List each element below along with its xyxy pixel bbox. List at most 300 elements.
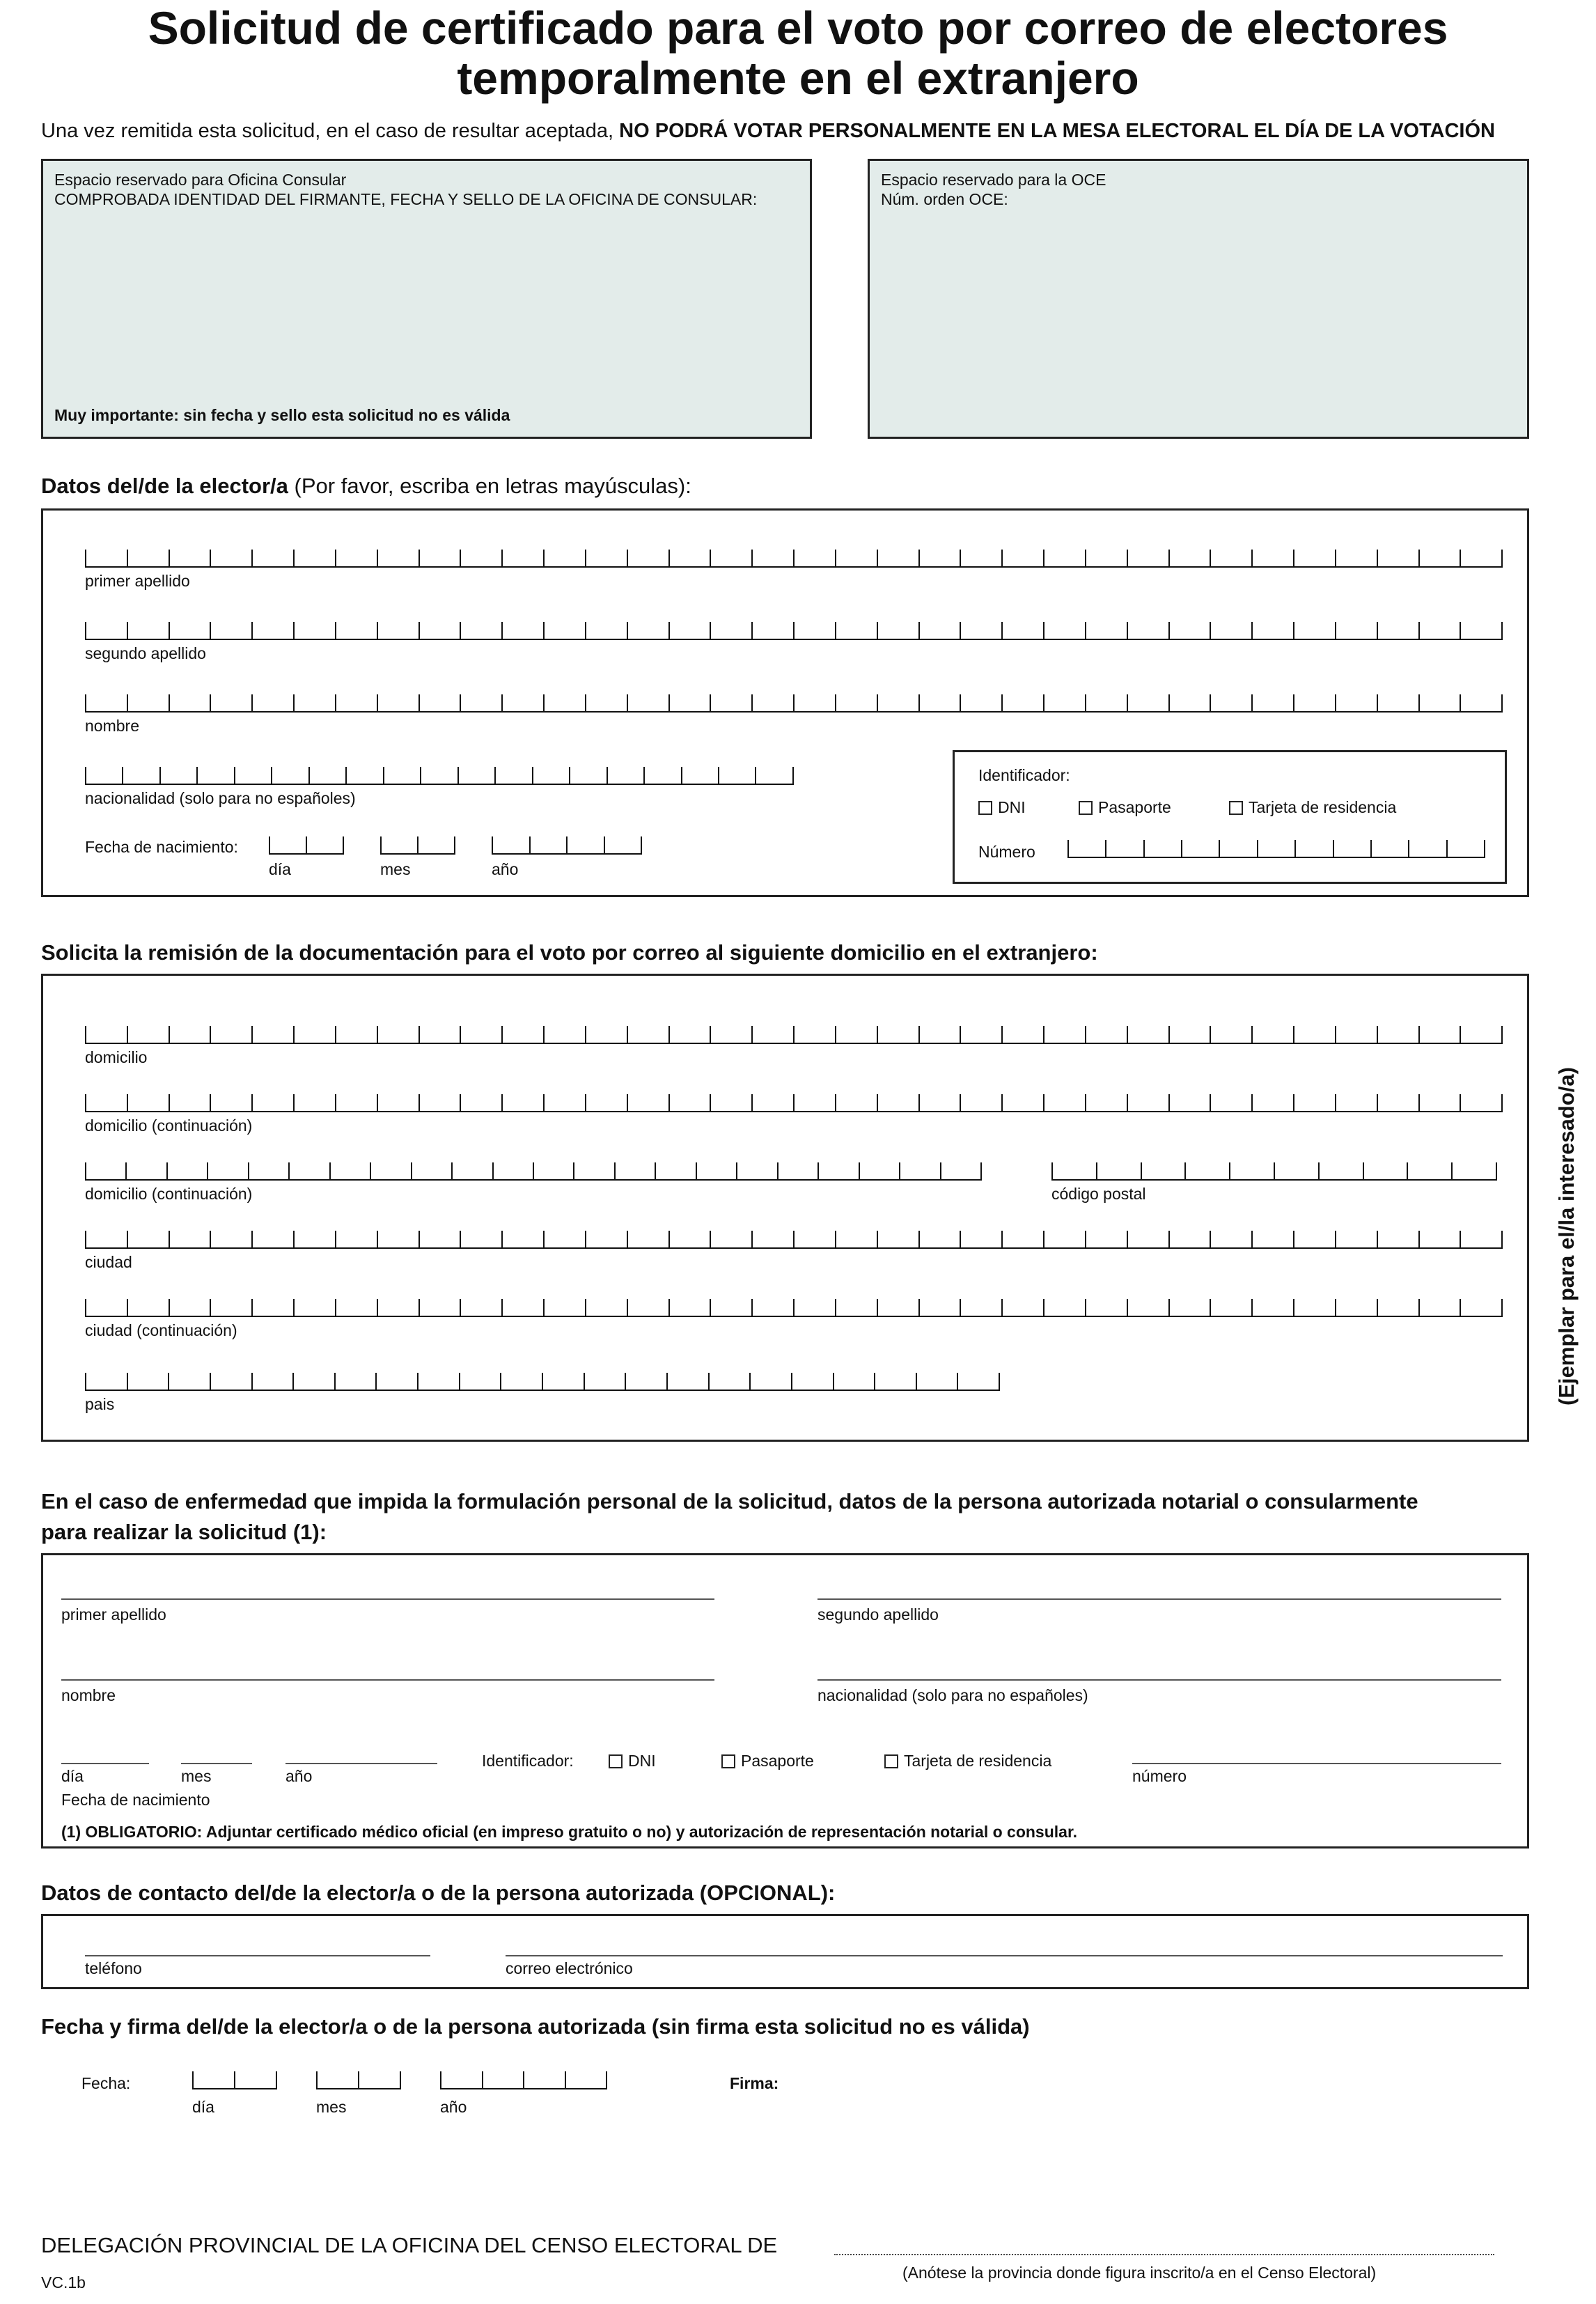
first-surname-label: primer apellido — [85, 572, 190, 590]
auth-id-number-line[interactable] — [1132, 1763, 1501, 1764]
char-cell — [211, 550, 253, 566]
auth-birth-year-line[interactable] — [285, 1763, 437, 1764]
char-cell — [1003, 550, 1045, 566]
consular-reserved-box — [41, 159, 812, 439]
char-cell — [1253, 1299, 1294, 1316]
char-cell — [533, 767, 570, 784]
char-cell — [1170, 694, 1212, 711]
char-cell — [503, 1299, 545, 1316]
char-cell — [211, 622, 253, 639]
char-cell — [1045, 1026, 1086, 1043]
char-cell — [1420, 550, 1462, 566]
char-cell — [1211, 1026, 1253, 1043]
char-cell — [795, 550, 836, 566]
char-cell — [336, 1231, 378, 1247]
char-cell — [378, 550, 420, 566]
char-cell — [900, 1162, 941, 1179]
domicile-cont2-field[interactable] — [85, 1162, 982, 1181]
char-cell — [1461, 1094, 1503, 1111]
auth-birth-day-line[interactable] — [61, 1763, 149, 1764]
char-cell — [253, 1299, 295, 1316]
birth-month-field[interactable] — [380, 836, 455, 855]
country-field[interactable] — [85, 1373, 1000, 1391]
char-cell — [270, 836, 307, 853]
auth-birth-month-line[interactable] — [181, 1763, 252, 1764]
id-number-field[interactable] — [1067, 840, 1485, 858]
char-cell — [1045, 622, 1086, 639]
char-cell — [737, 1162, 778, 1179]
postal-code-field[interactable] — [1051, 1162, 1497, 1181]
char-cell — [1086, 550, 1128, 566]
char-cell — [836, 1094, 878, 1111]
char-cell — [1372, 840, 1409, 857]
char-cell — [295, 622, 336, 639]
char-cell — [586, 550, 628, 566]
char-cell — [711, 1094, 753, 1111]
auth-passport-checkbox[interactable] — [721, 1754, 735, 1768]
char-cell — [545, 1299, 586, 1316]
oce-reserved-box — [868, 159, 1529, 439]
auth-dni-checkbox[interactable] — [609, 1754, 623, 1768]
title-line-2: temporalmente en el extranjero — [457, 52, 1139, 104]
char-cell — [1378, 622, 1420, 639]
char-cell — [253, 1231, 295, 1247]
char-cell — [1170, 1299, 1212, 1316]
char-cell — [756, 767, 793, 784]
phone-line[interactable] — [85, 1955, 430, 1956]
char-cell — [168, 1162, 208, 1179]
char-cell — [211, 1231, 253, 1247]
char-cell — [628, 622, 670, 639]
char-cell — [418, 836, 455, 853]
char-cell — [336, 550, 378, 566]
auth-birth-day-label: día — [61, 1767, 84, 1785]
char-cell — [1045, 1231, 1086, 1247]
city-field[interactable] — [85, 1231, 1503, 1249]
char-cell — [878, 1094, 920, 1111]
char-cell — [795, 1231, 836, 1247]
char-cell — [1420, 1299, 1462, 1316]
auth-residence-card-label: Tarjeta de residencia — [904, 1752, 1052, 1770]
char-cell — [531, 836, 568, 853]
char-cell — [127, 1162, 167, 1179]
char-cell — [543, 1373, 585, 1390]
char-cell — [1170, 1094, 1212, 1111]
char-cell — [779, 1162, 819, 1179]
char-cell — [585, 1373, 627, 1390]
char-cell — [86, 1231, 128, 1247]
char-cell — [1211, 694, 1253, 711]
email-line[interactable] — [506, 1955, 1503, 1956]
char-cell — [836, 694, 878, 711]
char-cell — [836, 1026, 878, 1043]
char-cell — [1003, 1026, 1045, 1043]
identifier-label: Identificador: — [978, 766, 1070, 784]
char-cell — [656, 1162, 696, 1179]
signature-date-label: Fecha: — [81, 2074, 131, 2092]
birth-date-label: Fecha de nacimiento: — [85, 838, 238, 856]
nationality-field[interactable] — [85, 767, 794, 785]
char-cell — [628, 1231, 670, 1247]
char-cell — [1128, 622, 1170, 639]
char-cell — [605, 836, 643, 853]
char-cell — [1128, 694, 1170, 711]
char-cell — [503, 1231, 545, 1247]
signature-day-field[interactable] — [192, 2071, 277, 2089]
char-cell — [1211, 1231, 1253, 1247]
char-cell — [1448, 840, 1485, 857]
char-cell — [1294, 1231, 1336, 1247]
char-cell — [545, 1231, 586, 1247]
char-cell — [1003, 1094, 1045, 1111]
oce-box-line1: Espacio reservado para la OCE — [881, 171, 1106, 189]
char-cell — [961, 622, 1003, 639]
char-cell — [420, 1231, 462, 1247]
char-cell — [878, 1026, 920, 1043]
authorized-heading-line1: En el caso de enfermedad que impida la formulación personal de la solicitud, datos de la persona autorizada notarial o consularmente — [41, 1489, 1418, 1513]
auth-second-surname-label: segundo apellido — [817, 1605, 939, 1624]
char-cell — [503, 694, 545, 711]
passport-label: Pasaporte — [1098, 798, 1171, 816]
char-cell — [670, 1231, 712, 1247]
name-field[interactable] — [85, 694, 1503, 713]
char-cell — [1003, 694, 1045, 711]
char-cell — [958, 1373, 1000, 1390]
char-cell — [795, 1026, 836, 1043]
char-cell — [418, 1373, 460, 1390]
char-cell — [1378, 550, 1420, 566]
char-cell — [371, 1162, 412, 1179]
char-cell — [753, 1026, 795, 1043]
char-cell — [878, 694, 920, 711]
char-cell — [359, 2071, 401, 2088]
char-cell — [295, 1094, 336, 1111]
char-cell — [1045, 694, 1086, 711]
char-cell — [608, 767, 645, 784]
char-cell — [378, 1299, 420, 1316]
char-cell — [545, 1026, 586, 1043]
char-cell — [1336, 550, 1378, 566]
char-cell — [128, 694, 170, 711]
char-cell — [1420, 1094, 1462, 1111]
char-cell — [1258, 840, 1296, 857]
char-cell — [128, 1373, 170, 1390]
char-cell — [420, 550, 462, 566]
auth-residence-card-checkbox[interactable] — [884, 1754, 898, 1768]
char-cell — [566, 2071, 608, 2088]
char-cell — [534, 1162, 574, 1179]
birth-month-label: mes — [380, 860, 411, 878]
signature-heading: Fecha y firma del/de la elector/a o de la persona autorizada (sin firma esta solicitud no es válida) — [41, 2014, 1030, 2039]
char-cell — [878, 622, 920, 639]
char-cell — [290, 1162, 330, 1179]
char-cell — [1086, 1231, 1128, 1247]
char-cell — [753, 622, 795, 639]
char-cell — [1086, 1026, 1128, 1043]
phone-label: teléfono — [85, 1959, 142, 1977]
char-cell — [1461, 622, 1503, 639]
char-cell — [420, 1299, 462, 1316]
char-cell — [920, 1231, 962, 1247]
char-cell — [377, 1373, 418, 1390]
char-cell — [384, 767, 421, 784]
signature-year-field[interactable] — [440, 2071, 607, 2089]
char-cell — [128, 1299, 170, 1316]
char-cell — [170, 1094, 212, 1111]
char-cell — [834, 1373, 876, 1390]
char-cell — [1336, 622, 1378, 639]
char-cell — [307, 836, 344, 853]
consular-box-line1: Espacio reservado para Oficina Consular — [54, 171, 347, 189]
char-cell — [1186, 1162, 1230, 1179]
auth-residence-card-option[interactable] — [884, 1752, 1051, 1770]
char-cell — [1086, 1299, 1128, 1316]
char-cell — [751, 1373, 792, 1390]
auth-second-surname-line[interactable] — [817, 1598, 1501, 1600]
char-cell — [378, 1094, 420, 1111]
char-cell — [1253, 1231, 1294, 1247]
char-cell — [670, 622, 712, 639]
dni-checkbox[interactable] — [978, 801, 992, 815]
char-cell — [198, 767, 235, 784]
char-cell — [1211, 550, 1253, 566]
char-cell — [878, 1231, 920, 1247]
auth-passport-label: Pasaporte — [741, 1752, 814, 1770]
char-cell — [1378, 1231, 1420, 1247]
char-cell — [211, 1094, 253, 1111]
auth-mandatory-note: (1) OBLIGATORIO: Adjuntar certificado médico oficial (en impreso gratuito o no) y autorización de representación notarial o consular. — [61, 1823, 1078, 1841]
char-cell — [420, 694, 462, 711]
char-cell — [1253, 694, 1294, 711]
char-cell — [1336, 694, 1378, 711]
char-cell — [194, 2071, 235, 2088]
char-cell — [1378, 1026, 1420, 1043]
char-cell — [503, 1026, 545, 1043]
birth-day-label: día — [269, 860, 291, 878]
auth-birth-year-label: año — [285, 1767, 313, 1785]
char-cell — [170, 622, 212, 639]
char-cell — [795, 694, 836, 711]
authorized-frame — [41, 1553, 1529, 1848]
char-cell — [645, 767, 682, 784]
char-cell — [86, 1026, 128, 1043]
char-cell — [1128, 1026, 1170, 1043]
email-label: correo electrónico — [506, 1959, 633, 1977]
footer-note: (Anótese la provincia donde figura inscrito/a en el Censo Electoral) — [902, 2264, 1377, 2282]
char-cell — [1211, 1094, 1253, 1111]
char-cell — [1182, 840, 1220, 857]
char-cell — [628, 550, 670, 566]
char-cell — [1253, 550, 1294, 566]
char-cell — [878, 1299, 920, 1316]
char-cell — [441, 2071, 483, 2088]
char-cell — [1378, 694, 1420, 711]
address-frame — [41, 974, 1529, 1442]
char-cell — [128, 550, 170, 566]
birth-year-field[interactable] — [492, 836, 642, 855]
char-cell — [753, 694, 795, 711]
char-cell — [616, 1162, 656, 1179]
char-cell — [1211, 1299, 1253, 1316]
passport-option[interactable] — [1079, 798, 1171, 817]
char-cell — [711, 1026, 753, 1043]
char-cell — [503, 1094, 545, 1111]
domicile-cont1-field[interactable] — [85, 1094, 1503, 1112]
char-cell — [1294, 1094, 1336, 1111]
domicile-field[interactable] — [85, 1026, 1503, 1044]
char-cell — [668, 1373, 710, 1390]
char-cell — [836, 1231, 878, 1247]
auth-nationality-line[interactable] — [817, 1679, 1501, 1681]
first-surname-field[interactable] — [85, 550, 1503, 568]
char-cell — [378, 622, 420, 639]
char-cell — [711, 550, 753, 566]
char-cell — [961, 1026, 1003, 1043]
char-cell — [1420, 694, 1462, 711]
char-cell — [719, 767, 756, 784]
signature-month-label: mes — [316, 2098, 347, 2116]
signature-month-field[interactable] — [316, 2071, 401, 2089]
char-cell — [711, 1299, 753, 1316]
elector-heading-normal: (Por favor, escriba en letras mayúsculas): — [288, 474, 691, 498]
char-cell — [682, 767, 719, 784]
char-cell — [574, 1162, 615, 1179]
char-cell — [249, 1162, 290, 1179]
char-cell — [1003, 1231, 1045, 1247]
char-cell — [460, 1373, 502, 1390]
char-cell — [1420, 1231, 1462, 1247]
side-label: (Ejemplar para el/la interesado/a) — [1554, 1067, 1579, 1406]
elector-heading — [41, 474, 691, 499]
char-cell — [461, 694, 503, 711]
char-cell — [860, 1162, 900, 1179]
char-cell — [211, 1373, 253, 1390]
char-cell — [917, 1373, 959, 1390]
char-cell — [1142, 1162, 1187, 1179]
auth-name-line[interactable] — [61, 1679, 714, 1681]
char-cell — [1336, 1094, 1378, 1111]
residence-card-checkbox[interactable] — [1229, 801, 1243, 815]
char-cell — [1045, 1299, 1086, 1316]
char-cell — [795, 1299, 836, 1316]
char-cell — [86, 1299, 128, 1316]
char-cell — [1170, 1231, 1212, 1247]
char-cell — [1128, 1231, 1170, 1247]
auth-identifier-label: Identificador: — [482, 1752, 574, 1770]
second-surname-field[interactable] — [85, 622, 1503, 640]
char-cell — [961, 1231, 1003, 1247]
auth-birth-month-label: mes — [181, 1767, 212, 1785]
char-cell — [1378, 1299, 1420, 1316]
char-cell — [1364, 1162, 1409, 1179]
dni-option[interactable] — [978, 798, 1026, 817]
char-cell — [1086, 694, 1128, 711]
char-cell — [347, 767, 384, 784]
char-cell — [710, 1373, 751, 1390]
char-cell — [1253, 1026, 1294, 1043]
char-cell — [253, 1094, 295, 1111]
char-cell — [1128, 1094, 1170, 1111]
char-cell — [211, 694, 253, 711]
char-cell — [123, 767, 160, 784]
char-cell — [1069, 840, 1106, 857]
residence-card-option[interactable] — [1229, 798, 1396, 817]
char-cell — [1336, 1231, 1378, 1247]
char-cell — [235, 767, 272, 784]
auth-dni-option[interactable] — [609, 1752, 656, 1770]
char-cell — [1294, 550, 1336, 566]
char-cell — [310, 767, 347, 784]
char-cell — [235, 2071, 277, 2088]
char-cell — [1336, 1299, 1378, 1316]
char-cell — [1461, 550, 1503, 566]
city-label: ciudad — [85, 1253, 132, 1271]
name-label: nombre — [85, 717, 139, 735]
char-cell — [568, 836, 605, 853]
char-cell — [1461, 694, 1503, 711]
identifier-box — [953, 750, 1507, 884]
char-cell — [670, 1299, 712, 1316]
char-cell — [1106, 840, 1144, 857]
second-surname-label: segundo apellido — [85, 644, 206, 662]
char-cell — [920, 1026, 962, 1043]
char-cell — [1294, 1299, 1336, 1316]
auth-first-surname-line[interactable] — [61, 1598, 714, 1600]
elector-heading-bold: Datos del/de la elector/a — [41, 474, 288, 498]
char-cell — [211, 1026, 253, 1043]
char-cell — [461, 1299, 503, 1316]
char-cell — [1334, 840, 1372, 857]
char-cell — [795, 622, 836, 639]
char-cell — [86, 1373, 128, 1390]
intro-normal: Una vez remitida esta solicitud, en el caso de resultar aceptada, — [41, 120, 620, 142]
birth-day-field[interactable] — [269, 836, 344, 855]
province-line[interactable] — [834, 2254, 1494, 2255]
char-cell — [941, 1162, 982, 1179]
domicile-cont1-label: domicilio (continuación) — [85, 1116, 253, 1135]
char-cell — [295, 550, 336, 566]
char-cell — [461, 1026, 503, 1043]
char-cell — [295, 1026, 336, 1043]
char-cell — [208, 1162, 249, 1179]
footer-delegation: DELEGACIÓN PROVINCIAL DE LA OFICINA DEL CENSO ELECTORAL DE — [41, 2233, 778, 2257]
char-cell — [1045, 1094, 1086, 1111]
char-cell — [253, 550, 295, 566]
passport-checkbox[interactable] — [1079, 801, 1093, 815]
char-cell — [586, 1094, 628, 1111]
char-cell — [493, 836, 531, 853]
char-cell — [294, 1373, 336, 1390]
signature-area[interactable] — [801, 2069, 1525, 2152]
char-cell — [503, 622, 545, 639]
char-cell — [878, 550, 920, 566]
char-cell — [545, 622, 586, 639]
char-cell — [1170, 550, 1212, 566]
char-cell — [1420, 622, 1462, 639]
auth-dni-label: DNI — [628, 1752, 656, 1770]
char-cell — [1230, 1162, 1275, 1179]
char-cell — [524, 2071, 566, 2088]
contact-heading: Datos de contacto del/de la elector/a o de la persona autorizada (OPCIONAL): — [41, 1881, 836, 1905]
auth-passport-option[interactable] — [721, 1752, 814, 1770]
char-cell — [545, 694, 586, 711]
char-cell — [586, 1299, 628, 1316]
char-cell — [378, 1231, 420, 1247]
char-cell — [382, 836, 418, 853]
city-cont-field[interactable] — [85, 1299, 1503, 1317]
char-cell — [753, 1231, 795, 1247]
intro-bold: NO PODRÁ VOTAR PERSONALMENTE EN LA MESA ELECTORAL EL DÍA DE LA VOTACIÓN — [619, 120, 1495, 142]
